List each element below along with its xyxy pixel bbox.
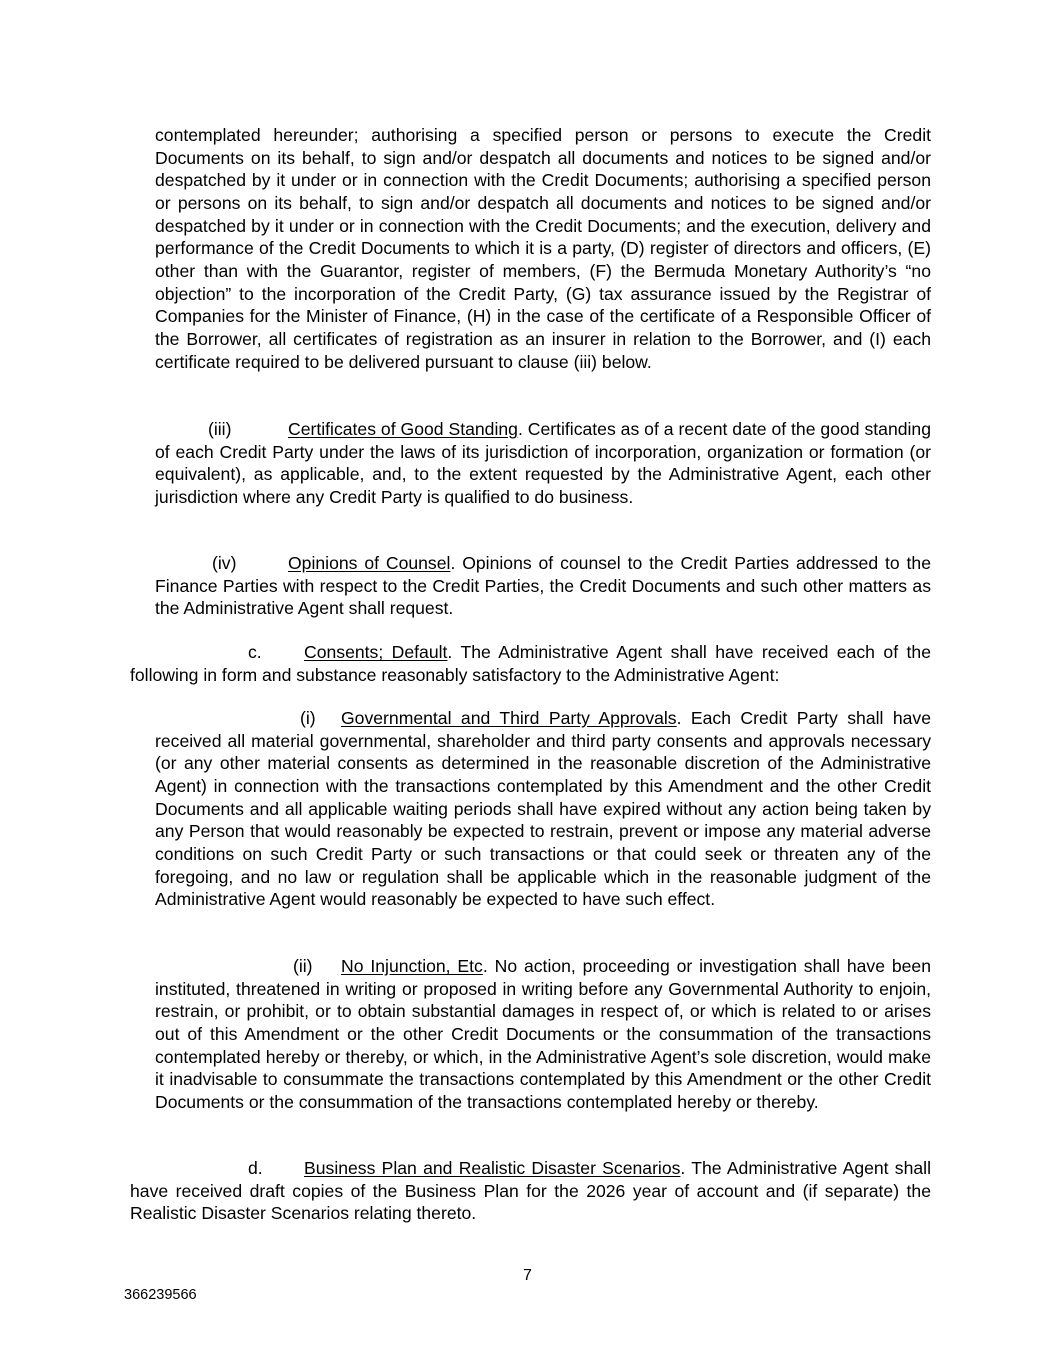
section-c-body: . The Administrative Agent shall have received each of the following in form and substance reasonably satisfactory to the Administrative Agent: bbox=[130, 642, 931, 685]
item-c-ii-heading: No Injunction, Etc bbox=[341, 956, 483, 976]
section-d-heading: Business Plan and Realistic Disaster Scenarios bbox=[304, 1158, 681, 1178]
section-d-marker: d. bbox=[248, 1158, 263, 1178]
paragraph-certificates-of-good-standing bbox=[155, 418, 931, 509]
item-iv-heading: Opinions of Counsel bbox=[288, 553, 451, 573]
item-marker bbox=[155, 552, 288, 575]
paragraph-no-injunction bbox=[155, 955, 931, 1114]
section-c-marker: c. bbox=[248, 642, 262, 662]
intro-paragraph: contemplated hereunder; authorising a specified person or persons to execute the Credit Documents on its behalf, to sign and/or despatch all documents and notices to be signed and/or despatched by it under or in connection with the Credit Documents; authorising a specified person or persons on its behalf, to sign and/or despatch all documents and notices to be signed and/or despatched by it under or in connection with the Credit Documents; and the execution, delivery and performance of the Credit Documents to which it is a party, (D) register of directors and officers, (E) other than with the Guarantor, register of members, (F) the Bermuda Monetary Authority’s “no objection” to the incorporation of the Credit Party, (G) tax assurance issued by the Registrar of Companies for the Minister of Finance, (H) in the case of the certificate of a Responsible Officer of the Borrower, all certificates of registration as an insurer in relation to the Borrower, and (I) each certificate required to be delivered pursuant to clause (iii) below. bbox=[155, 125, 931, 372]
item-c-ii-body: . No action, proceeding or investigation shall have been instituted, threatened in writing or proposed in writing before any Governmental Authority to enjoin, restrain, or prohibit, or to obtain substantial damages in respect of, or which is related to or arises out of this Amendment or the other Credit Documents or the consummation of the transactions contemplated hereby or thereby, or which, in the Administrative Agent’s sole discretion, would make it inadvisable to consummate the transactions contemplated by this Amendment or the other Credit Documents or the consummation of the transactions contemplated hereby or thereby. bbox=[155, 956, 931, 1112]
section-c-heading: Consents; Default bbox=[304, 642, 448, 662]
page-number: 7 bbox=[523, 1267, 532, 1284]
paragraph-governmental-approvals bbox=[155, 707, 931, 911]
item-c-i-marker: (i) bbox=[300, 708, 316, 728]
section-d-paragraph bbox=[130, 1157, 931, 1225]
item-marker bbox=[155, 418, 288, 441]
item-c-i-heading: Governmental and Third Party Approvals bbox=[341, 708, 677, 728]
section-c-paragraph bbox=[130, 641, 931, 686]
item-marker bbox=[155, 707, 341, 730]
section-marker bbox=[130, 641, 304, 664]
section-d-body: . The Administrative Agent shall have received draft copies of the Business Plan for the 2026 year of account and (if separate) the Realistic Disaster Scenarios relating thereto. bbox=[130, 1158, 931, 1224]
document-id: 366239566 bbox=[124, 1287, 197, 1303]
item-iii-marker: (iii) bbox=[208, 419, 232, 439]
item-iv-marker: (iv) bbox=[212, 553, 237, 573]
item-c-i-body: . Each Credit Party shall have received all material governmental, shareholder and third party consents and approvals necessary (or any other material consents as determined in the reasonable discretion of the Administrative Agent) in connection with the transactions contemplated by this Amendment and the other Credit Documents and all applicable waiting periods shall have expired without any action being taken by any Person that would reasonably be expected to restrain, prevent or impose any material adverse conditions on such Credit Party or such transactions or that could seek or threaten any of the foregoing, and no law or regulation shall be applicable which in the reasonable judgment of the Administrative Agent would reasonably be expected to have such effect. bbox=[155, 708, 931, 910]
item-iv-body: . Opinions of counsel to the Credit Parties addressed to the Finance Parties with respect to the Credit Parties, the Credit Documents and such other matters as the Administrative Agent shall request. bbox=[155, 553, 931, 619]
item-iii-body: . Certificates as of a recent date of the good standing of each Credit Party under the laws of its jurisdiction of incorporation, organization or formation (or equivalent), as applicable, and, to the extent requested by the Administrative Agent, each other jurisdiction where any Credit Party is qualified to do business. bbox=[155, 419, 932, 507]
section-marker bbox=[130, 1157, 304, 1180]
item-marker bbox=[155, 955, 341, 978]
item-c-ii-marker: (ii) bbox=[293, 956, 313, 976]
paragraph-opinions-of-counsel bbox=[155, 552, 931, 620]
item-iii-heading: Certificates of Good Standing bbox=[288, 419, 518, 439]
